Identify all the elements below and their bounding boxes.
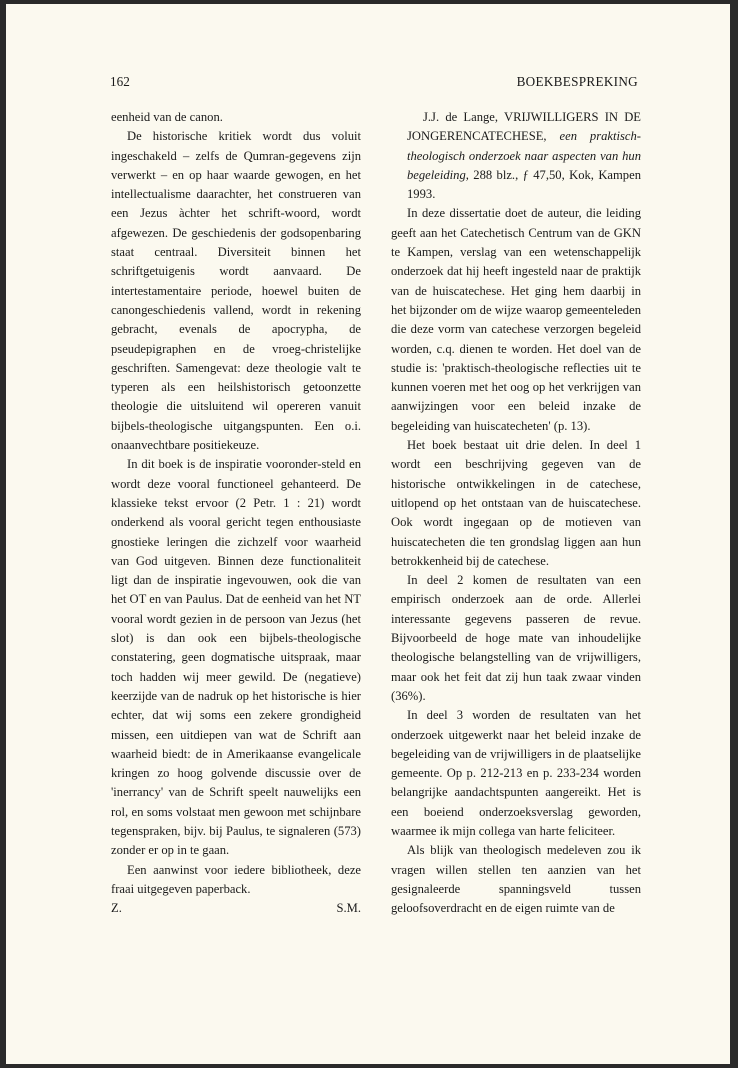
signature-place: Z. xyxy=(111,901,122,916)
review-publication: 288 blz., ƒ 47,50, Kok, Kampen 1993. xyxy=(407,167,641,202)
running-head: BOEKBESPREKING xyxy=(516,74,638,89)
paragraph: In deel 2 komen de resultaten van een empirisch onderzoek aan de orde. Allerlei interessante gegevens passeren de revue. Bijvoorbeeld de hoge mate van inhoudelijke theologische belangstelling van de vrijwilligers, maar ook het feit dat zij hun taak zwaar vinden (36%). xyxy=(391,573,641,703)
page-number: 162 xyxy=(110,74,130,89)
signature-initials: S.M. xyxy=(336,901,361,916)
review-heading xyxy=(391,108,641,204)
review-subtitle: een praktisch-theologisch onderzoek naar aspecten van hun begeleiding, xyxy=(407,129,641,182)
paragraph: Als blijk van theologisch medeleven zou ik vragen willen stellen ten aanzien van het gesignaleerde spanningsveld tussen geloofsoverdracht en de eigen ruimte van de xyxy=(391,843,641,916)
paragraph: In deze dissertatie doet de auteur, die leiding geeft aan het Catechetisch Centrum van de GKN te Kampen, verslag van een wetenschappelijk onderzoek dat hij heeft ingesteld naar de praktijk van de huiscatechese. Het ging hem daarbij in het bijzonder om de wijze waarop gemeenteleden die deze vorm van catechese verzorgen begeleid worden, c.q. dienen te worden. Het doel van de studie is: 'praktisch-theologische reflecties uit te kunnen voeren met het oog op het verkrijgen van aanwijzingen voor een beleid inzake de begeleiding van huiscatecheten' (p. 13). xyxy=(391,206,641,433)
left-column xyxy=(111,108,361,918)
paragraph: eenheid van de canon. xyxy=(111,110,223,124)
paragraph: In dit boek is de inspiratie vooronder-steld en wordt deze vooral functioneel gehanteerd. De klassieke tekst ervoor (2 Petr. 1 : 21) wordt onderkend als vooral gericht tegen enthousiaste gnostieke leringen die zichzelf voor waarheid van God uitgeven. Binnen deze functionaliteit ligt dan de inspiratie ingevouwen, ook die van het OT en van Paulus. Dat de eenheid van het NT vooral wordt gezien in de persoon van Jezus (het slot) is dan ook een bijbels-theologische constatering, geen dogmatische uitspraak, maar toch hadden wij meer gewild. De (negatieve) keerzijde van de nadruk op het historische is hier echter, dat wij soms een zekere grondigheid missen, een uitdiepen van wat de Schrift aan waarheid biedt: de in Amerikaanse evangelicale kringen zo hoog golvende discussie over de 'inerrancy' van de Schrift speelt nauwelijks een rol, en soms volstaat men gewoon met schijnbare tegenspraken, bijv. bij Paulus, te signaleren (573) zonder er op in te gaan. xyxy=(111,457,361,858)
paragraph: Het boek bestaat uit drie delen. In deel 1 wordt een beschrijving gegeven van de historische ontwikkelingen in de catechese, uitlopend op het ontstaan van de huiscatechese. Ook wordt ingegaan op de motieven van huiscatecheten die ten grondslag liggen aan hun betrokkenheid bij de catechese. xyxy=(391,438,641,568)
right-column xyxy=(391,108,641,918)
page-header xyxy=(110,72,638,92)
paragraph: In deel 3 worden de resultaten van het onderzoek uitgewerkt naar het beleid inzake de begeleiding van de vrijwilligers in de plaatselijke gemeente. Op p. 212-213 en p. 233-234 worden belangrijke aandachtspunten aangereikt. Het is een boeiend onderzoeksverslag geworden, waarmee ik mijn collega van harte feliciteer. xyxy=(391,708,641,838)
paragraph: De historische kritiek wordt dus voluit ingeschakeld – zelfs de Qumran-gegevens zijn verwerkt – en op haar waarde gewogen, en het intellectualisme daarachter, het construeren van een Jezus àchter het schrift-woord, wordt afgewezen. De geschiedenis der godsopenbaring staat centraal. Diversiteit binnen het schriftgetuigenis wordt aanvaard. De intertestamentaire periode, hoewel buiten de canongeschiedenis vallend, wordt in rekening gebracht, evenals de apocrypha, de pseudepigraphen en de vroeg-christelijke geschriften. Samengevat: deze theologie valt te typeren als een heilshistorisch getoonzette theologie die uitsluitend wil opereren vanuit bijbels-theologische uitgangspunten. Een o.i. onaanvechtbare positiekeuze. xyxy=(111,129,361,453)
paragraph: Een aanwinst voor iedere bibliotheek, deze fraai uitgegeven paperback. xyxy=(111,862,361,896)
review-author-title: J.J. de Lange, VRIJWILLIGERS IN DE JONGERENCATECHESE, xyxy=(407,110,641,144)
signature-line xyxy=(111,899,361,918)
